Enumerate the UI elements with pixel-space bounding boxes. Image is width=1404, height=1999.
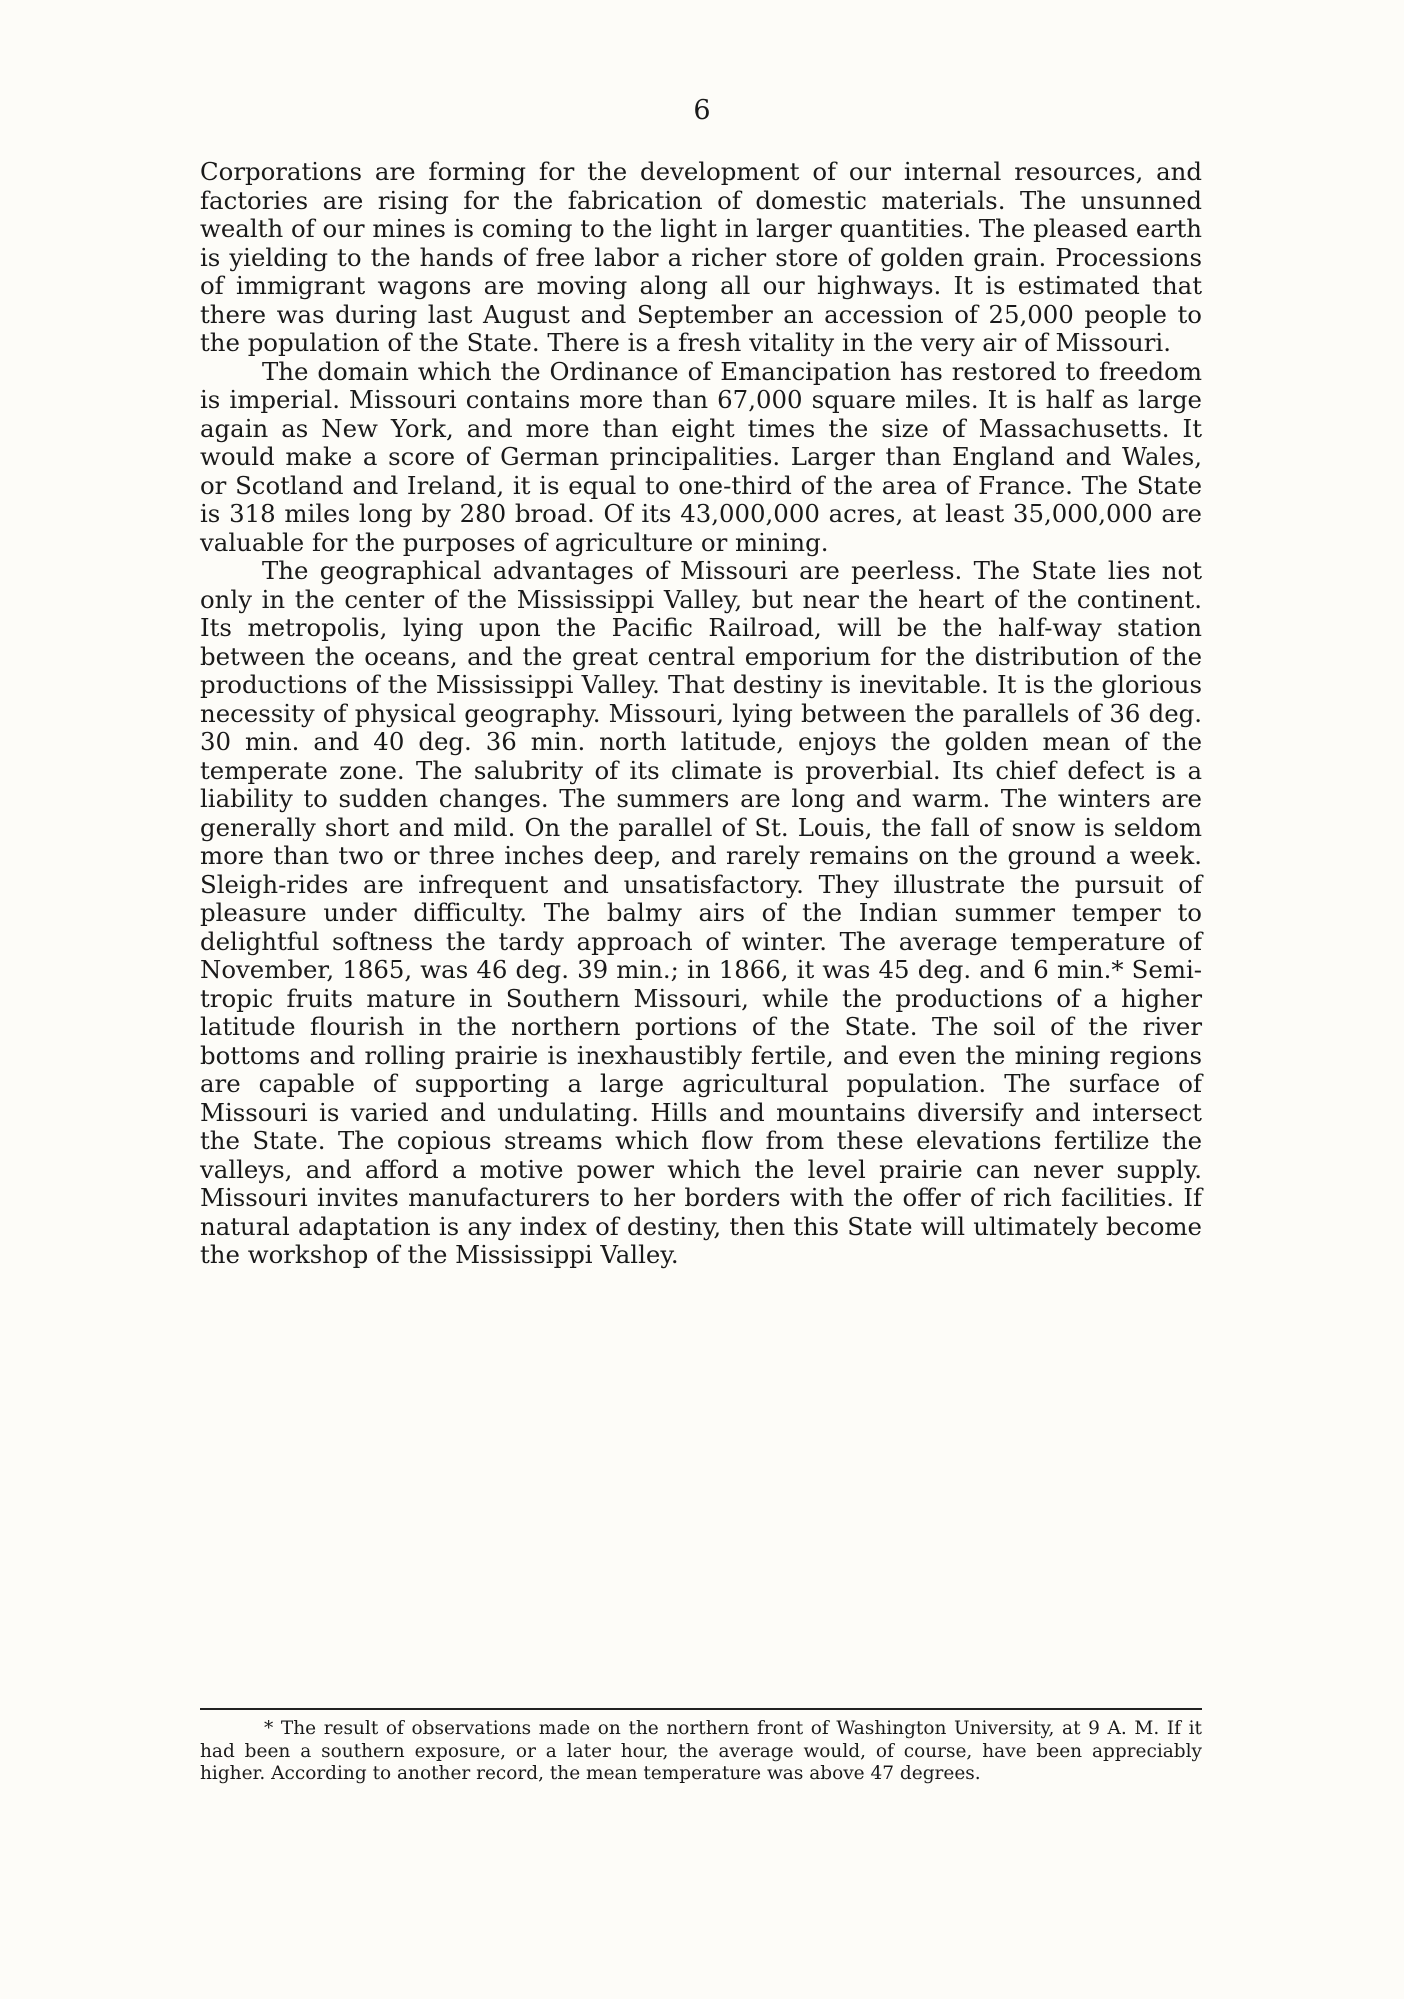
footnote-divider: [200, 1708, 1202, 1710]
paragraph-resources: Corporations are forming for the development of our internal resources, and factories are rising for the fabrication of domestic materials. The unsunned wealth of our mines is coming to the light in larger quantities. The pleased earth is yielding to the hands of free labor a richer store of golden grain. Processions of immigrant wagons are moving along all our highways. It is estimated that there was during last August and September an accession of 25,000 people to the population of the State. There is a fresh vitality in the very air of Missouri.: [200, 157, 1202, 357]
footnote: * The result of observations made on the northern front of Washington University, at 9 A. M. If it had been a southern exposure, or a later hour, the average would, of course, have been appreciably higher. According to another record, the mean temperature was above 47 degrees.: [200, 1718, 1202, 1784]
body-text: [200, 158, 1202, 1270]
paragraph-geography: The geographical advantages of Missouri are peerless. The State lies not only in the center of the Mississippi Valley, but near the heart of the continent. Its metropolis, lying upon the Pacific Railroad, will be the half-way station between the oceans, and the great central emporium for the distribution of the productions of the Mississippi Valley. That destiny is inevitable. It is the glorious necessity of physical geography. Missouri, lying between the parallels of 36 deg. 30 min. and 40 deg. 36 min. north latitude, enjoys the golden mean of the temperate zone. The salubrity of its climate is proverbial. Its chief defect is a liability to sudden changes. The summers are long and warm. The winters are generally short and mild. On the parallel of St. Louis, the fall of snow is seldom more than two or three inches deep, and rarely remains on the ground a week. Sleigh-rides are infrequent and unsatisfactory. They illustrate the pursuit of pleasure under difficulty. The balmy airs of the Indian summer temper to delightful softness the tardy approach of winter. The average temperature of November, 1865, was 46 deg. 39 min.; in 1866, it was 45 deg. and 6 min.* Semi-tropic fruits mature in Southern Missouri, while the productions of a higher latitude flourish in the northern portions of the State. The soil of the river bottoms and rolling prairie is inexhaustibly fertile, and even the mining regions are capable of supporting a large agricultural population. The surface of Missouri is varied and undulating. Hills and mountains diversify and intersect the State. The copious streams which flow from these elevations fertilize the valleys, and afford a motive power which the level prairie can never supply. Missouri invites manufacturers to her borders with the offer of rich facilities. If natural adaptation is any index of destiny, then this State will ultimately become the workshop of the Mississippi Valley.: [200, 556, 1202, 1269]
page-number: 6: [693, 95, 711, 126]
paragraph-domain: The domain which the Ordinance of Emancipation has restored to freedom is imperial. Missouri contains more than 67,000 square miles. It is half as large again as New York, and more than eight times the size of Massachusetts. It would make a score of German principalities. Larger than England and Wales, or Scotland and Ireland, it is equal to one-third of the area of France. The State is 318 miles long by 280 broad. Of its 43,000,000 acres, at least 35,000,000 are valuable for the purposes of agriculture or mining.: [200, 356, 1202, 557]
